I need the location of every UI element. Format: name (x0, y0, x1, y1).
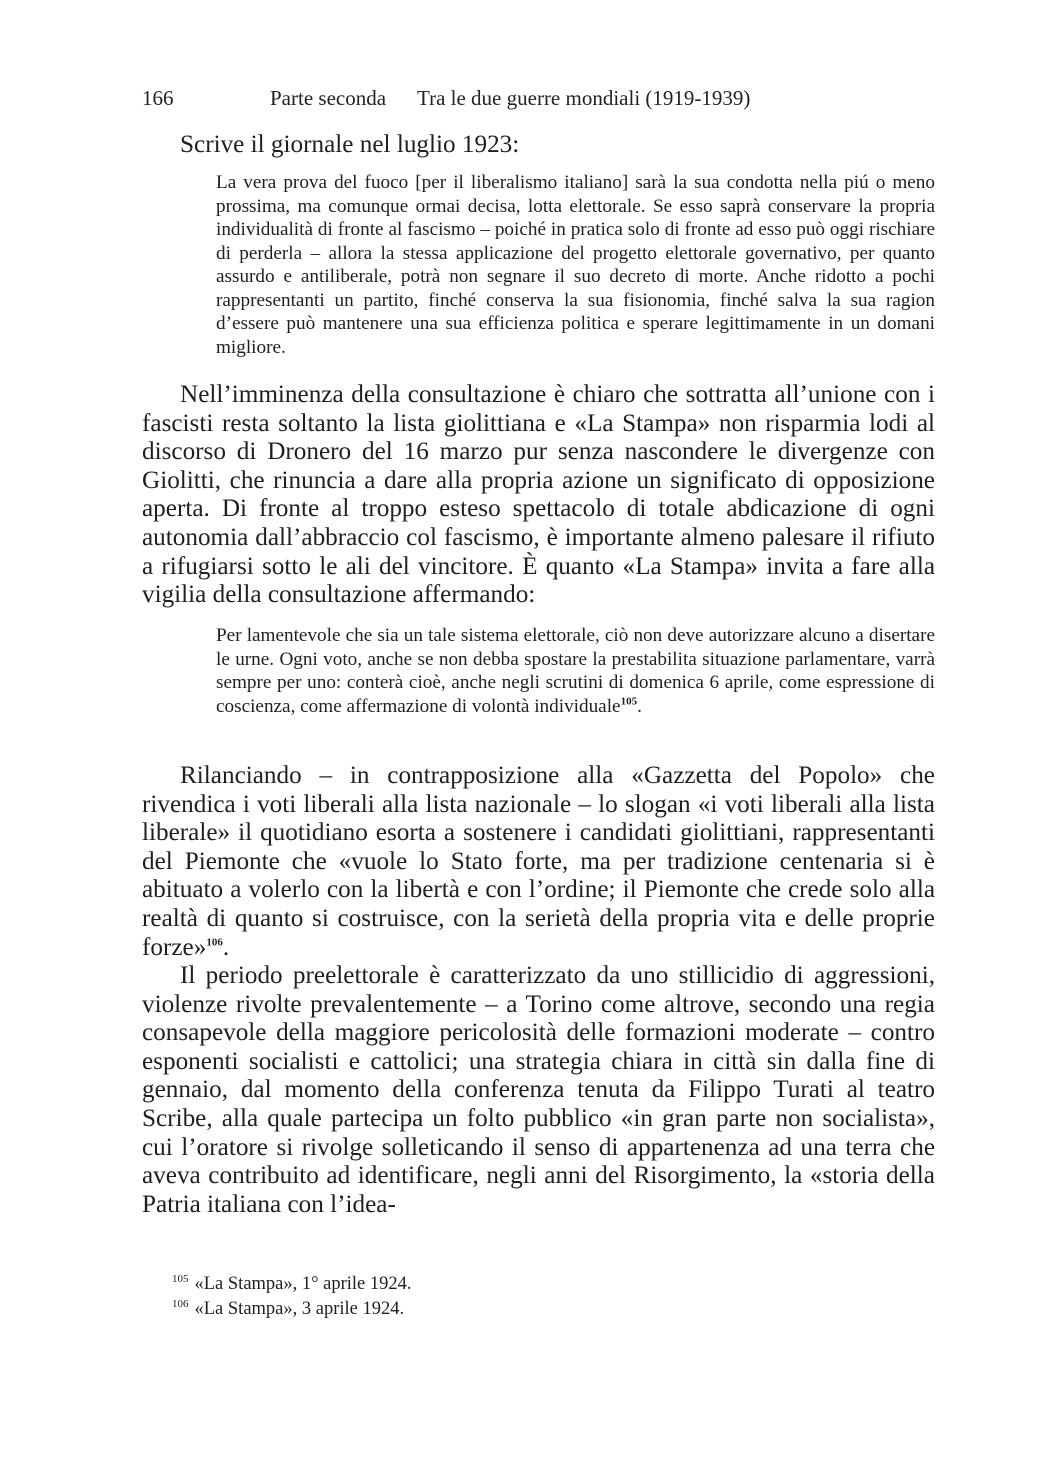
footnote-number: 106 (172, 1297, 189, 1310)
footnote-number: 105 (172, 1272, 189, 1285)
footnote-ref-105[interactable]: 105 (620, 695, 638, 708)
paragraph-3 (142, 962, 935, 1219)
block-quote-2-paragraph (216, 624, 935, 718)
footnote-text: «La Stampa», 1° aprile 1924. (194, 1274, 412, 1294)
paragraph-1-text: Nell’imminenza della consultazione è chiaro che sottratta all’unione con i fascisti resta soltanto la lista giolittiana e «La Stampa» non risparmia lodi al discorso di Dronero del 16 marzo pur senza nascondere le divergenze con Giolitti, che rinuncia a dare alla propria azione un significato di opposizione aperta. Di fronte al troppo esteso spettacolo di totale abdicazione di ogni autonomia dall’abbraccio col fascismo, è importante almeno palesare il rifiuto a rifugiarsi sotto le ali del vincitore. È quanto «La Stampa» invita a fare alla vigilia della consultazione affermando: (142, 381, 935, 609)
paragraph-2-paragraph (142, 762, 935, 962)
paragraph-2 (142, 762, 935, 962)
paragraph-2-text: Rilanciando – in contrapposizione alla «Gazzetta del Popolo» che rivendica i voti liberali alla lista nazionale – lo slogan «i voti liberali alla lista liberale» il quotidiano esorta a sostenere i candidati giolittiani, rappresentanti del Piemonte che «vuole lo Stato forte, ma per tradizione centenaria si è abituato a volerlo con la libertà e con l’ordine; il Piemonte che crede solo alla realtà di quanto si costruisce, con la serietà della propria vita e delle proprie forze» (142, 762, 935, 961)
block-quote-1-text: La vera prova del fuoco [per il liberalismo italiano] sarà la sua condotta nella piú o meno prossima, ma comunque ormai decisa, lotta elettorale. Se esso saprà conservare la propria individualità di fronte al fascismo – poiché in pratica solo di fronte ad esso può oggi rischiare di perderla – allora la stessa applicazione del progetto elettorale governativo, per quanto assurdo e antiliberale, potrà non segnare il suo decreto di morte. Anche ridotto a pochi rappresentanti un partito, finché conserva la sua fisionomia, finché salva la sua ragion d’essere può mantenere una sua efficienza politica e sperare legittimamente in un domani migliore. (216, 172, 935, 358)
block-quote-2-text: Per lamentevole che sia un tale sistema elettorale, ciò non deve autorizzare alcuno a disertare le urne. Ogni voto, anche se non debba spostare la prestabilita situazione parlamentare, varrà sempre per uno: conterà cioè, anche negli scrutini di domenica 6 aprile, come espressione di coscienza, come affermazione di volontà individuale (216, 625, 935, 717)
running-head-part: Parte seconda (270, 86, 387, 110)
page-number: 166 (142, 86, 174, 110)
footnote-105 (172, 1272, 872, 1297)
footnote-text: «La Stampa», 3 aprile 1924. (194, 1299, 405, 1319)
paragraph-3-text: Il periodo preelettorale è caratterizzato da uno stillicidio di aggressioni, violenze rivolte prevalentemente – a Torino come altrove, secondo una regia consapevole della maggiore pericolosità delle formazioni moderate – contro esponenti socialisti e cattolici; una strategia chiara in città sin dalla fine di gennaio, dal momento della conferenza tenuta da Filippo Turati al teatro Scribe, alla quale partecipa un folto pubblico «in gran parte non socialista», cui l’oratore si rivolge solleticando il senso di appartenenza ad una terra che aveva contribuito ad identificare, negli anni del Risorgimento, la «storia della Patria italiana con l’idea- (142, 962, 935, 1218)
paragraph-1 (142, 381, 935, 610)
block-quote-1 (216, 171, 935, 359)
footnote-ref-106[interactable]: 106 (206, 936, 223, 949)
running-head-title: Tra le due guerre mondiali (1919-1939) (417, 86, 751, 110)
paragraph-2-tail: . (222, 933, 230, 961)
block-quote-2 (216, 624, 935, 718)
block-quote-2-tail: . (637, 695, 642, 717)
footnote-106 (172, 1297, 872, 1322)
intro-line: Scrive il giornale nel luglio 1923: (180, 131, 520, 158)
footnotes (172, 1272, 872, 1322)
